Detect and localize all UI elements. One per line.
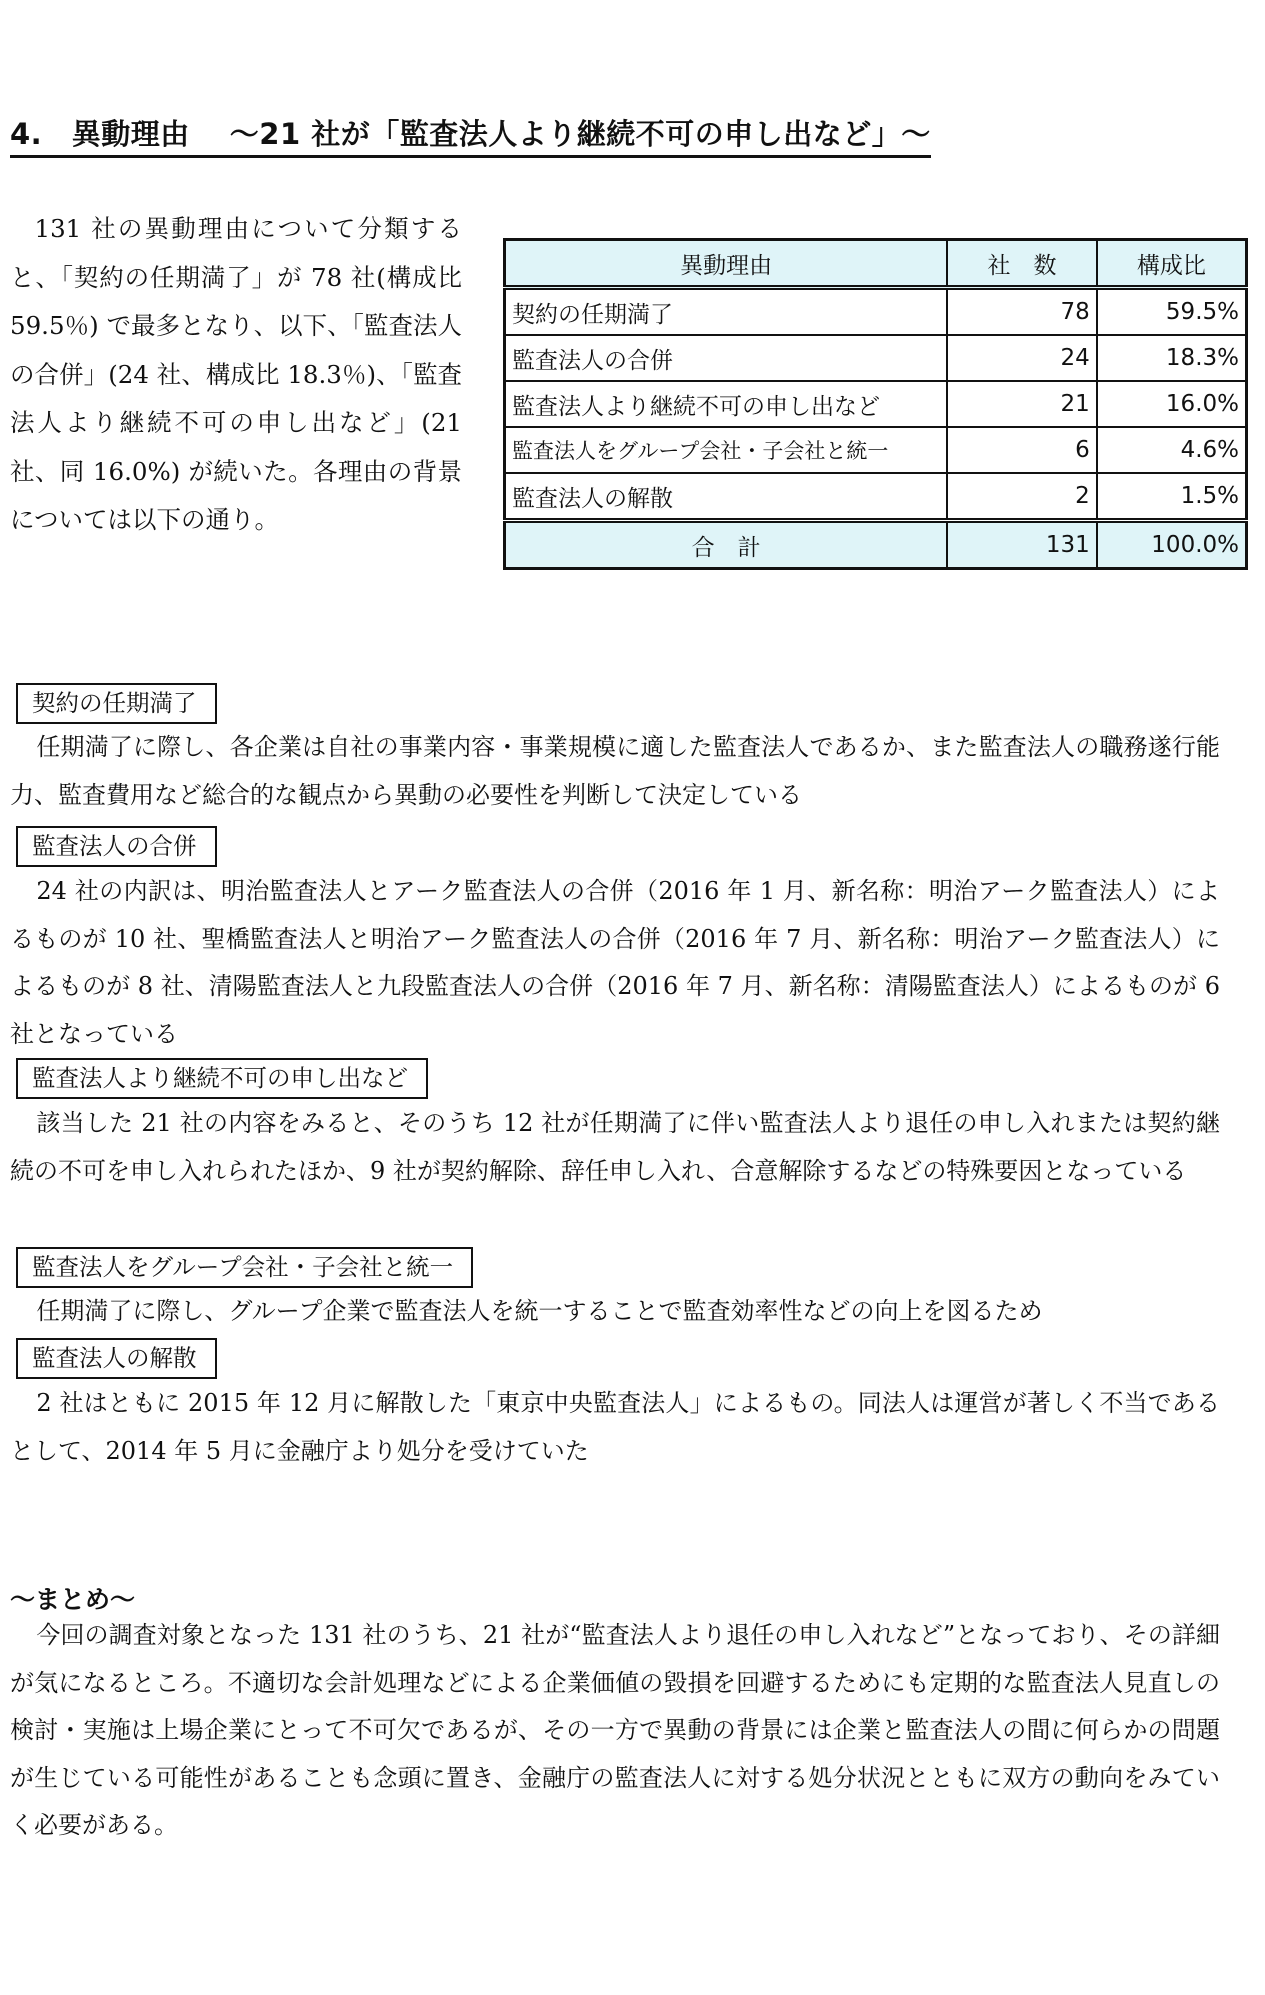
cell-count: 21 [947, 381, 1096, 427]
cell-count: 78 [947, 288, 1096, 336]
section-body-dissolution: 2 社はともに 2015 年 12 月に解散した「東京中央監査法人」によるもの。同法人は運営が著しく不当であるとして、2014 年 5 月に金融庁より処分を受けていた [10, 1389, 1220, 1465]
summary-title: ～まとめ～ [10, 1585, 136, 1614]
cell-ratio: 1.5% [1097, 473, 1247, 521]
cell-count: 2 [947, 473, 1096, 521]
cell-ratio: 4.6% [1097, 427, 1247, 473]
cell-ratio: 59.5% [1097, 288, 1247, 336]
section-label-group-unification: 監査法人をグループ会社・子会社と統一 [16, 1247, 473, 1288]
intro-paragraph: 131 社の異動理由について分類すると、「契約の任期満了」が 78 社(構成比 59.5％) で最多となり、以下、「監査法人の合併」(24 社、構成比 18.3％)、「監査法人より継続不可の申し出など」(21 社、同 16.0%) が続いた。各理由の背景については以下の通り。 [10, 214, 462, 534]
cell-ratio: 16.0% [1097, 381, 1247, 427]
cell-reason: 監査法人の解散 [505, 473, 948, 521]
section-label-merger: 監査法人の合併 [16, 826, 217, 867]
total-ratio: 100.0% [1097, 521, 1247, 569]
section-body-discontinuation: 該当した 21 社の内容をみると、そのうち 12 社が任期満了に伴い監査法人より退任の申し入れまたは契約継続の不可を申し入れられたほか、9 社が契約解除、辞任申し入れ、合意解除するなどの特殊要因となっている [10, 1109, 1220, 1185]
cell-reason: 監査法人をグループ会社・子会社と統一 [505, 427, 948, 473]
total-label: 合 計 [505, 521, 948, 569]
section-label-dissolution: 監査法人の解散 [16, 1338, 217, 1379]
reasons-table [503, 238, 1248, 570]
section-label-term-expiry: 契約の任期満了 [16, 683, 217, 724]
cell-ratio: 18.3% [1097, 335, 1247, 381]
table-total-row [505, 521, 1247, 569]
table-row [505, 288, 1247, 336]
cell-reason: 監査法人の合併 [505, 335, 948, 381]
section-body-term-expiry: 任期満了に際し、各企業は自社の事業内容・事業規模に適した監査法人であるか、また監査法人の職務遂行能力、監査費用など総合的な観点から異動の必要性を判断して決定している [10, 733, 1220, 809]
table-row [505, 335, 1247, 381]
total-count: 131 [947, 521, 1096, 569]
table-row [505, 381, 1247, 427]
section-body-group-unification: 任期満了に際し、グループ企業で監査法人を統一することで監査効率性などの向上を図るため [36, 1297, 1043, 1325]
cell-reason: 監査法人より継続不可の申し出など [505, 381, 948, 427]
table-row [505, 473, 1247, 521]
cell-reason: 契約の任期満了 [505, 288, 948, 336]
section-body-merger: 24 社の内訳は、明治監査法人とアーク監査法人の合併（2016 年 1 月、新名称：明治アーク監査法人）によるものが 10 社、聖橋監査法人と明治アーク監査法人の合併（2016 年 7 月、新名称：明治アーク監査法人）によるものが 8 社、清陽監査法人と九段監査法人の合併（2016 年 7 月、新名称：清陽監査法人）によるものが 6 社となっている [10, 877, 1220, 1048]
summary-body: 今回の調査対象となった 131 社のうち、21 社が“監査法人より退任の申し入れなど”となっており、その詳細が気になるところ。不適切な会計処理などによる企業価値の毀損を回避するためにも定期的な監査法人見直しの検討・実施は上場企業にとって不可欠であるが、その一方で異動の背景には企業と監査法人の間に何らかの問題が生じている可能性があることも念頭に置き、金融庁の監査法人に対する処分状況とともに双方の動向をみていく必要がある。 [10, 1621, 1220, 1839]
header-reason: 異動理由 [505, 240, 948, 288]
table-header-row [505, 240, 1247, 288]
header-count: 社 数 [947, 240, 1096, 288]
section-label-discontinuation: 監査法人より継続不可の申し出など [16, 1058, 428, 1099]
header-ratio: 構成比 [1097, 240, 1247, 288]
section-heading: 4. 異動理由 ～21 社が「監査法人より継続不可の申し出など」～ [10, 112, 931, 158]
cell-count: 6 [947, 427, 1096, 473]
table-row [505, 427, 1247, 473]
cell-count: 24 [947, 335, 1096, 381]
